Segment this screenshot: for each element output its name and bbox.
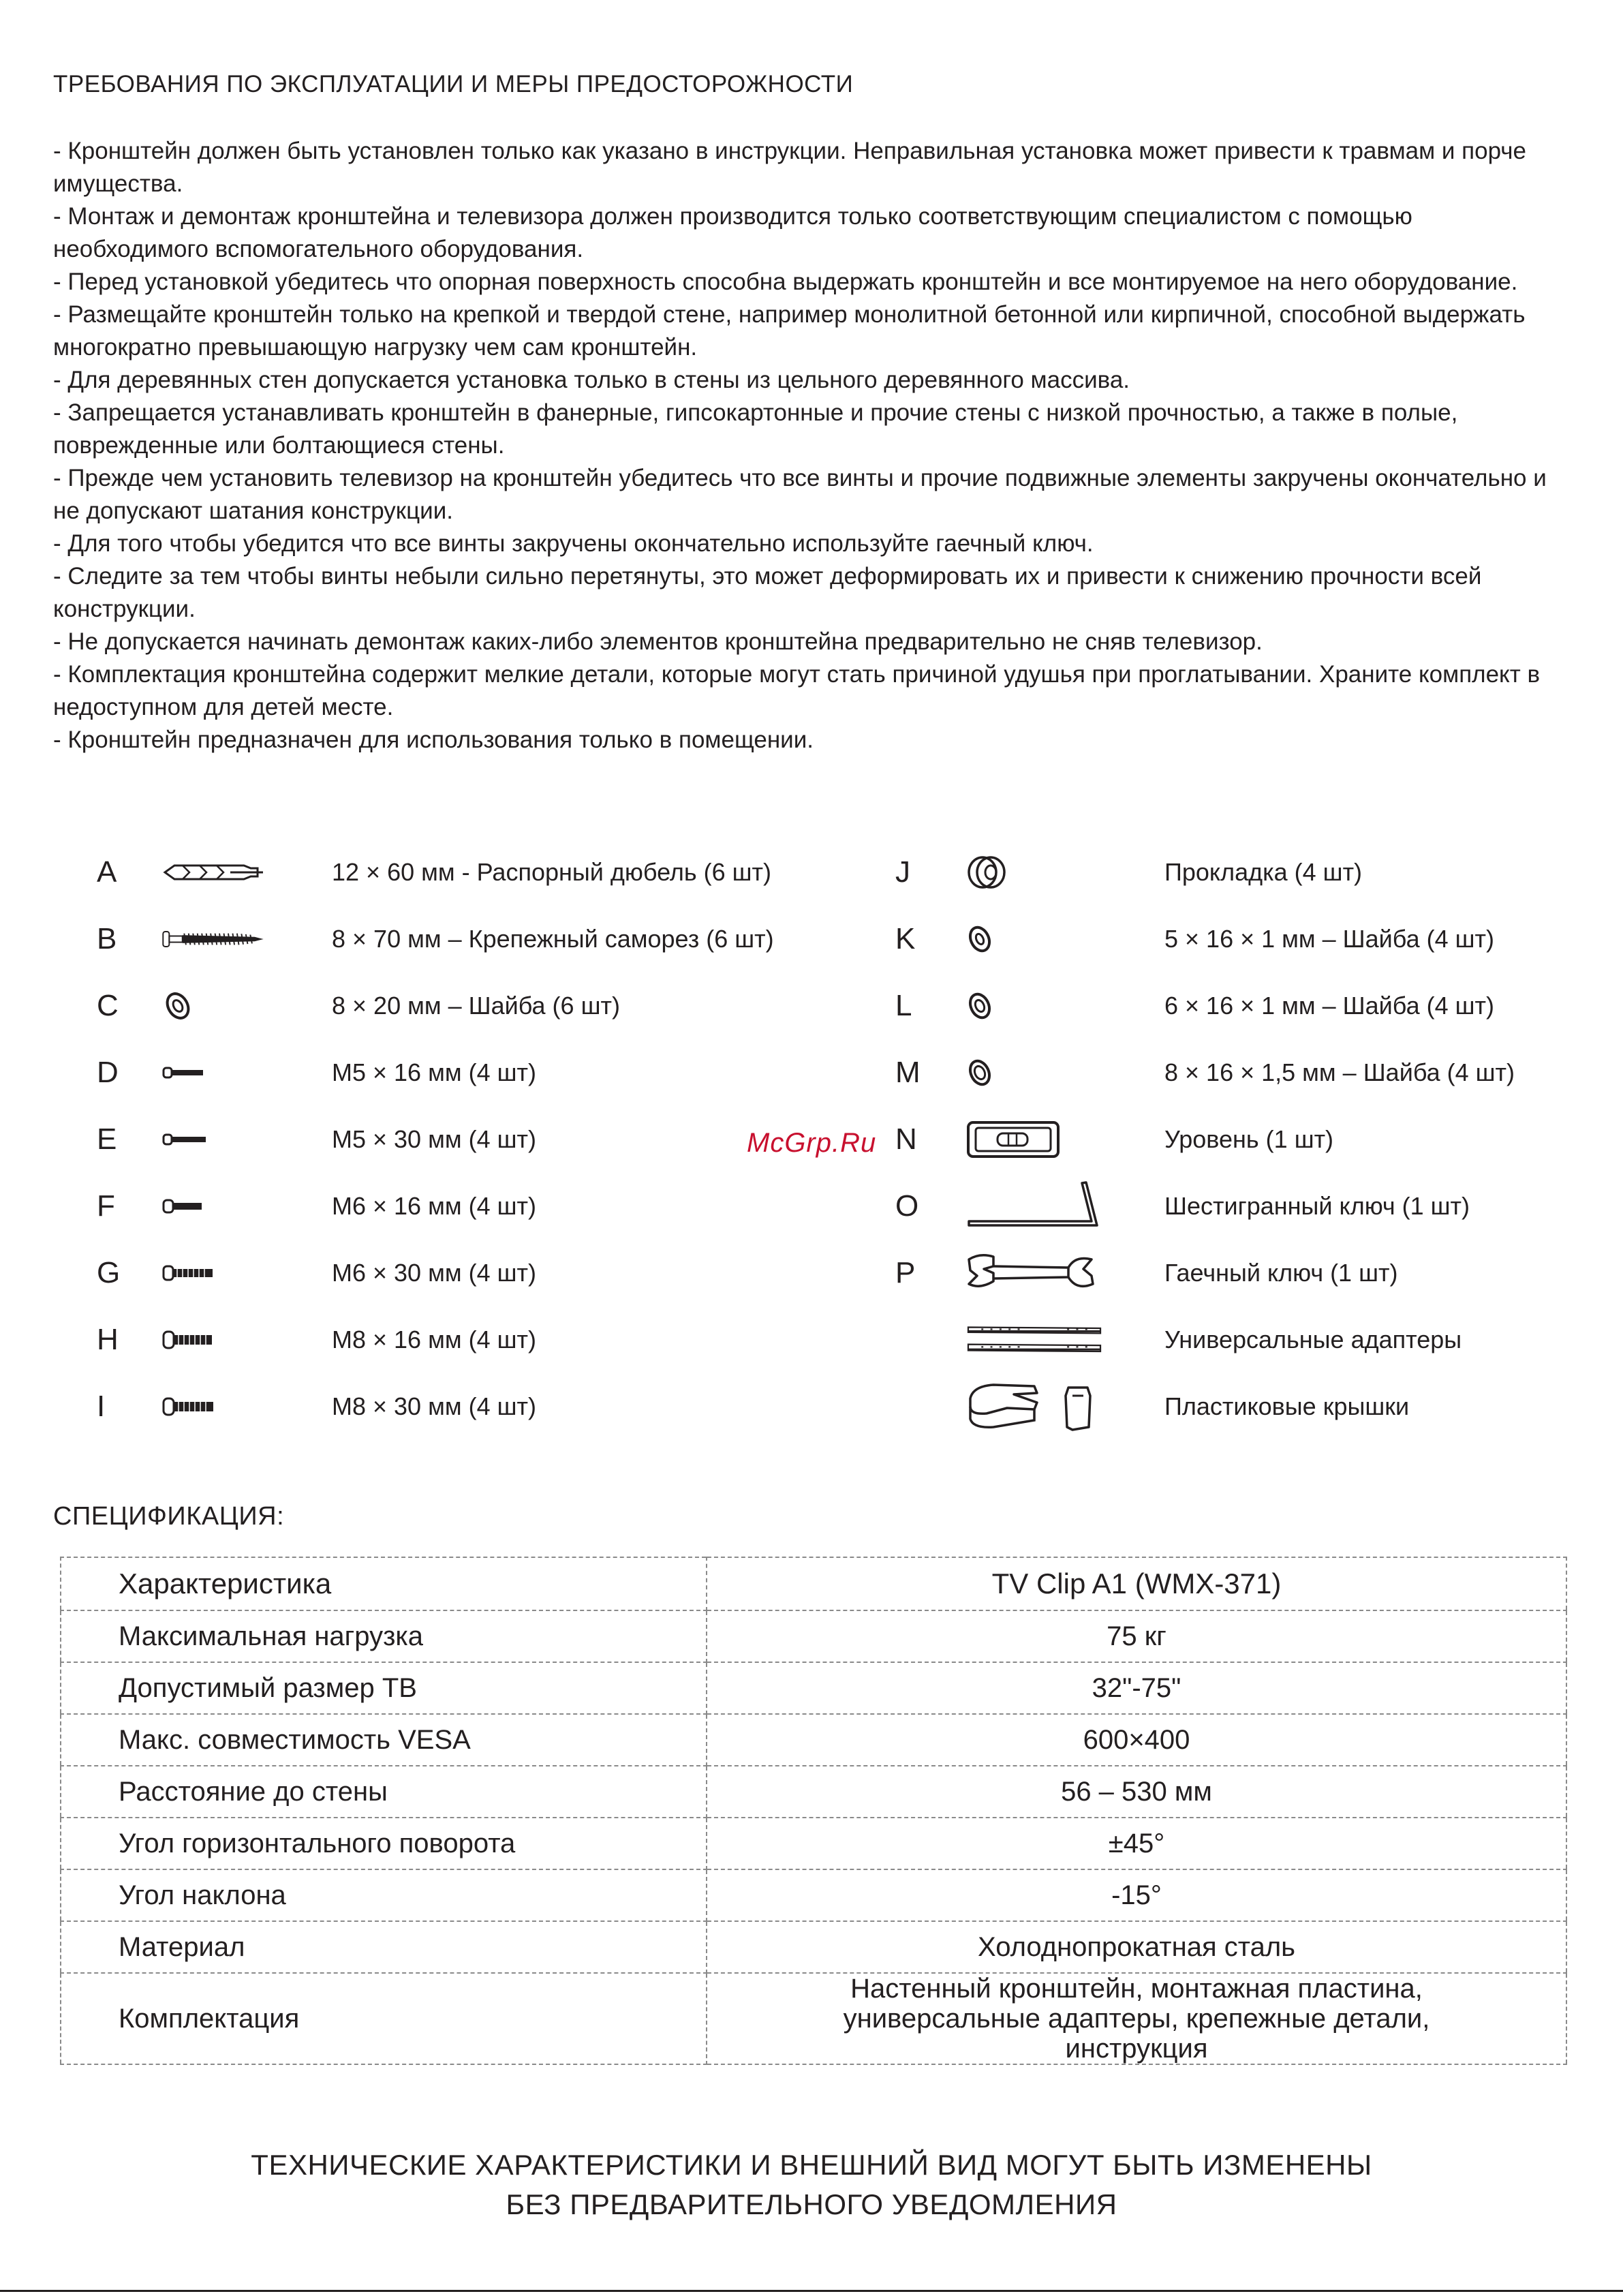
part-description: Пластиковые крышки xyxy=(1164,1392,1410,1420)
level-icon xyxy=(966,1119,1102,1160)
bolt-icon xyxy=(162,1319,264,1360)
spec-value: 600×400 xyxy=(707,1714,1566,1766)
spec-title: СПЕЦИФИКАЦИЯ: xyxy=(53,1502,285,1531)
part-letter: F xyxy=(97,1189,115,1223)
part-b xyxy=(97,919,812,960)
part-adapters xyxy=(895,1319,1604,1360)
part-letter: P xyxy=(895,1256,916,1289)
spec-label: Расстояние до стены xyxy=(61,1766,707,1818)
part-description: Уровень (1 шт) xyxy=(1164,1125,1334,1153)
spec-value: -15° xyxy=(707,1869,1566,1921)
table-row xyxy=(61,1818,1566,1869)
part-g xyxy=(97,1253,812,1294)
spec-value: 75 кг xyxy=(707,1610,1566,1662)
spacer-icon xyxy=(966,852,1102,893)
part-description: M6 × 30 мм (4 шт) xyxy=(332,1259,536,1287)
spec-label: Макс. совместимость VESA xyxy=(61,1714,707,1766)
requirement-item: - Кронштейн должен быть установлен только как указано в инструкции. Неправильная установка может привести к травмам и порче имущества. xyxy=(53,138,1526,197)
requirement-item: - Прежде чем установить телевизор на кронштейн убедитесь что все винты и прочие подвижные элементы закручены окончательно и не допускают шатания конструкции. xyxy=(53,465,1547,524)
spec-header-characteristic: Характеристика xyxy=(61,1557,707,1610)
requirements-list xyxy=(53,135,1566,756)
washer-icon xyxy=(966,919,1102,960)
wrench-icon xyxy=(966,1253,1102,1294)
part-n xyxy=(895,1119,1604,1160)
part-i xyxy=(97,1386,812,1427)
screw-icon xyxy=(162,919,264,960)
part-p xyxy=(895,1253,1604,1294)
requirement-item: - Кронштейн предназначен для использования только в помещении. xyxy=(53,726,814,753)
spec-label: Допустимый размер ТВ xyxy=(61,1662,707,1714)
spec-value: Настенный кронштейн, монтажная пластина, универсальные адаптеры, крепежные детали, инструкция xyxy=(707,1973,1566,2064)
part-description: 6 × 16 × 1 мм – Шайба (4 шт) xyxy=(1164,992,1494,1020)
spec-header-row xyxy=(61,1557,1566,1610)
dowel-icon xyxy=(162,852,264,893)
part-letter: H xyxy=(97,1323,119,1356)
part-description: 8 × 70 мм – Крепежный саморез (6 шт) xyxy=(332,925,774,953)
spec-label: Максимальная нагрузка xyxy=(61,1610,707,1662)
part-letter: L xyxy=(895,989,912,1022)
part-l xyxy=(895,985,1604,1026)
requirement-item: - Для деревянных стен допускается установка только в стены из цельного деревянного массива. xyxy=(53,367,1130,393)
part-description: M5 × 16 мм (4 шт) xyxy=(332,1058,536,1086)
table-row xyxy=(61,1610,1566,1662)
part-letter: A xyxy=(97,855,117,889)
plastic-caps-icon xyxy=(966,1386,1102,1427)
washer-icon xyxy=(162,985,264,1026)
part-letter: I xyxy=(97,1390,106,1423)
part-description: Шестигранный ключ (1 шт) xyxy=(1164,1192,1470,1220)
hex-key-icon xyxy=(966,1186,1102,1227)
part-description: Гаечный ключ (1 шт) xyxy=(1164,1259,1398,1287)
part-description: Прокладка (4 шт) xyxy=(1164,858,1363,886)
part-f xyxy=(97,1186,812,1227)
spec-value: ±45° xyxy=(707,1818,1566,1869)
bolt-icon xyxy=(162,1119,264,1160)
bolt-icon xyxy=(162,1186,264,1227)
part-letter: K xyxy=(895,922,916,955)
spec-value: Холоднопрокатная сталь xyxy=(707,1921,1566,1973)
spec-table xyxy=(60,1557,1567,2065)
part-k xyxy=(895,919,1604,960)
requirement-item: - Следите за тем чтобы винты небыли сильно перетянуты, это может деформировать их и привести к снижению прочности всей конструкции. xyxy=(53,563,1482,622)
requirement-item: - Для того чтобы убедится что все винты закручены окончательно используйте гаечный ключ. xyxy=(53,530,1094,557)
spec-label: Комплектация xyxy=(61,1973,707,2064)
part-letter: D xyxy=(97,1056,119,1089)
table-row xyxy=(61,1662,1566,1714)
part-letter: C xyxy=(97,989,119,1022)
bottom-rule xyxy=(0,2290,1623,2292)
part-description: M8 × 30 мм (4 шт) xyxy=(332,1392,536,1420)
part-letter: J xyxy=(895,855,910,889)
part-c xyxy=(97,985,812,1026)
part-description: M6 × 16 мм (4 шт) xyxy=(332,1192,536,1220)
table-row xyxy=(61,1766,1566,1818)
part-letter: N xyxy=(895,1122,917,1156)
part-h xyxy=(97,1319,812,1360)
part-j xyxy=(895,852,1604,893)
part-a xyxy=(97,852,812,893)
part-description: 12 × 60 мм - Распорный дюбель (6 шт) xyxy=(332,858,772,886)
spec-value: 56 – 530 мм xyxy=(707,1766,1566,1818)
part-letter: O xyxy=(895,1189,919,1223)
spec-header-model: TV Clip A1 (WMX-371) xyxy=(707,1557,1566,1610)
bolt-icon xyxy=(162,1052,264,1093)
part-o xyxy=(895,1186,1604,1227)
table-row xyxy=(61,1714,1566,1766)
part-description: 8 × 20 мм – Шайба (6 шт) xyxy=(332,992,620,1020)
part-e xyxy=(97,1119,812,1160)
part-letter: M xyxy=(895,1056,921,1089)
part-description: M8 × 16 мм (4 шт) xyxy=(332,1326,536,1353)
bolt-icon xyxy=(162,1386,264,1427)
spec-value: 32"-75" xyxy=(707,1662,1566,1714)
part-description: Универсальные адаптеры xyxy=(1164,1326,1462,1353)
table-row xyxy=(61,1921,1566,1973)
part-m xyxy=(895,1052,1604,1093)
part-letter: B xyxy=(97,922,117,955)
table-row xyxy=(61,1869,1566,1921)
washer-icon xyxy=(966,985,1102,1026)
table-row xyxy=(61,1973,1566,2064)
spec-label: Угол наклона xyxy=(61,1869,707,1921)
part-description: 5 × 16 × 1 мм – Шайба (4 шт) xyxy=(1164,925,1494,953)
requirement-item: - Не допускается начинать демонтаж каких-либо элементов кронштейна предварительно не сняв телевизор. xyxy=(53,628,1263,655)
part-d xyxy=(97,1052,812,1093)
part-letter: G xyxy=(97,1256,121,1289)
spec-label: Материал xyxy=(61,1921,707,1973)
requirements-title: ТРЕБОВАНИЯ ПО ЭКСПЛУАТАЦИИ И МЕРЫ ПРЕДОСТОРОЖНОСТИ xyxy=(53,71,854,97)
requirement-item: - Монтаж и демонтаж кронштейна и телевизора должен производится только соответствующим специалистом с помощью необходимого вспомогательного оборудования. xyxy=(53,203,1412,262)
adapters-icon xyxy=(966,1319,1102,1360)
footer-notice-line-1: ТЕХНИЧЕСКИЕ ХАРАКТЕРИСТИКИ И ВНЕШНИЙ ВИД МОГУТ БЫТЬ ИЗМЕНЕНЫ xyxy=(251,2149,1372,2181)
part-description: 8 × 16 × 1,5 мм – Шайба (4 шт) xyxy=(1164,1058,1515,1086)
requirement-item: - Комплектация кронштейна содержит мелкие детали, которые могут стать причиной удушья при проглатывании. Храните комплект в недоступном для детей месте. xyxy=(53,661,1541,720)
washer-icon xyxy=(966,1052,1102,1093)
part-plastic-caps xyxy=(895,1386,1604,1427)
requirement-item: - Размещайте кронштейн только на крепкой и твердой стене, например монолитной бетонной или кирпичной, способной выдержать многократно превышающую нагрузку чем сам кронштейн. xyxy=(53,301,1526,361)
watermark: McGrp.Ru xyxy=(747,1128,877,1158)
requirement-item: - Запрещается устанавливать кронштейн в фанерные, гипсокартонные и прочие стены с низкой прочностью, а также в полые, поврежденные или болтающиеся стены. xyxy=(53,399,1458,459)
part-letter: E xyxy=(97,1122,117,1156)
part-description: M5 × 30 мм (4 шт) xyxy=(332,1125,536,1153)
spec-label: Угол горизонтального поворота xyxy=(61,1818,707,1869)
footer-notice-line-2: БЕЗ ПРЕДВАРИТЕЛЬНОГО УВЕДОМЛЕНИЯ xyxy=(506,2188,1117,2220)
requirement-item: - Перед установкой убедитесь что опорная поверхность способна выдержать кронштейн и все монтируемое на него оборудование. xyxy=(53,269,1518,295)
bolt-icon xyxy=(162,1253,264,1294)
